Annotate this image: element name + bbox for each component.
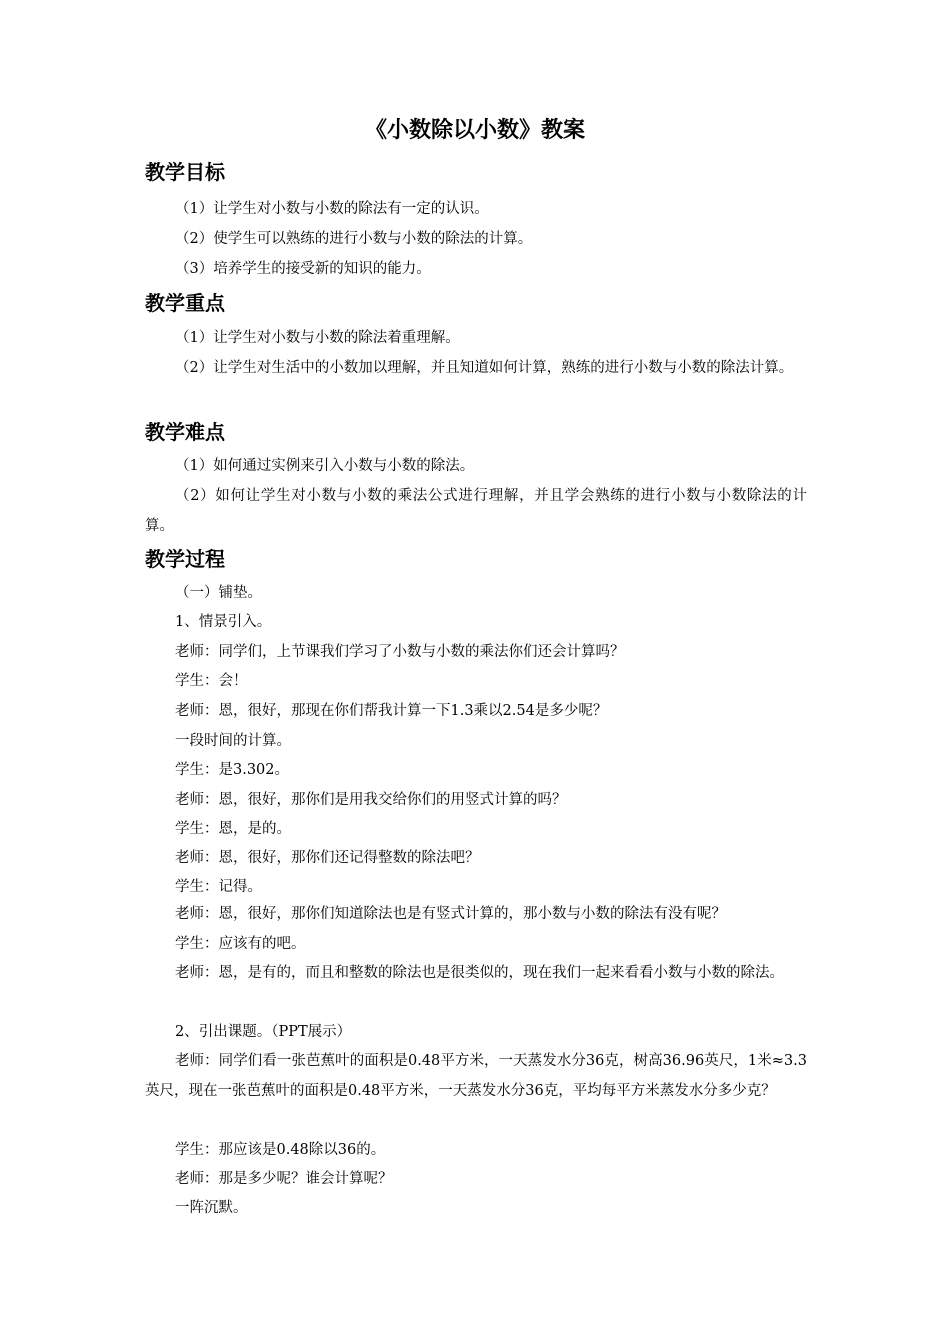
document-title: 《小数除以小数》教案 bbox=[364, 118, 585, 143]
paragraph: （1）让学生对小数与小数的除法着重理解。 bbox=[175, 330, 460, 346]
paragraph: 老师：恩，是有的，而且和整数的除法也是很类似的，现在我们一起来看看小数与小数的除法。 bbox=[175, 965, 784, 981]
paragraph: （2）使学生可以熟练的进行小数与小数的除法的计算。 bbox=[175, 231, 533, 247]
paragraph: 1、情景引入。 bbox=[175, 614, 272, 630]
paragraph: （一）铺垫。 bbox=[175, 585, 262, 601]
section-heading-key-points: 教学重点 bbox=[145, 291, 225, 315]
paragraph: 学生：会！ bbox=[175, 673, 248, 689]
paragraph: 2、引出课题。（PPT展示） bbox=[175, 1024, 352, 1040]
paragraph: 老师：恩，很好，那现在你们帮我计算一下1.3乘以2.54是多少呢？ bbox=[175, 703, 608, 719]
paragraph: 学生：是3.302。 bbox=[175, 762, 290, 778]
paragraph: 老师：那是多少呢？谁会计算呢？ bbox=[175, 1171, 393, 1187]
paragraph: 老师：恩，很好，那你们是用我交给你们的用竖式计算的吗？ bbox=[175, 792, 567, 808]
paragraph: 学生：记得。 bbox=[175, 879, 262, 895]
section-heading-process: 教学过程 bbox=[145, 547, 225, 571]
paragraph: （2）让学生对生活中的小数加以理解，并且知道如何计算，熟练的进行小数与小数的除法计算。 bbox=[175, 360, 794, 376]
paragraph: （1）让学生对小数与小数的除法有一定的认识。 bbox=[175, 201, 489, 217]
paragraph: 老师：同学们看一张芭蕉叶的面积是0.48平方米，一天蒸发水分36克，树高36.96英尺，1米≈3.3英尺，现在一张芭蕉叶的面积是0.48平方米，一天蒸发水分36克，平均每平方米蒸发水分多少克？ bbox=[145, 1053, 807, 1099]
section-heading-objectives: 教学目标 bbox=[145, 160, 225, 184]
paragraph: 一段时间的计算。 bbox=[175, 733, 291, 749]
paragraph: 学生：那应该是0.48除以36的。 bbox=[175, 1142, 386, 1158]
section-heading-difficulties: 教学难点 bbox=[145, 420, 225, 444]
paragraph: 学生：应该有的吧。 bbox=[175, 936, 306, 952]
paragraph: （1）如何通过实例来引入小数与小数的除法。 bbox=[175, 458, 475, 474]
paragraph: （2）如何让学生对小数与小数的乘法公式进行理解，并且学会熟练的进行小数与小数除法的计算。 bbox=[145, 488, 807, 534]
paragraph: 学生：恩，是的。 bbox=[175, 821, 291, 837]
paragraph: 老师：同学们，上节课我们学习了小数与小数的乘法你们还会计算吗？ bbox=[175, 644, 625, 660]
paragraph: 老师：恩，很好，那你们还记得整数的除法吧？ bbox=[175, 850, 480, 866]
paragraph: （3）培养学生的接受新的知识的能力。 bbox=[175, 261, 431, 277]
paragraph: 老师：恩，很好，那你们知道除法也是有竖式计算的，那小数与小数的除法有没有呢？ bbox=[175, 906, 726, 922]
paragraph: 一阵沉默。 bbox=[175, 1200, 248, 1216]
